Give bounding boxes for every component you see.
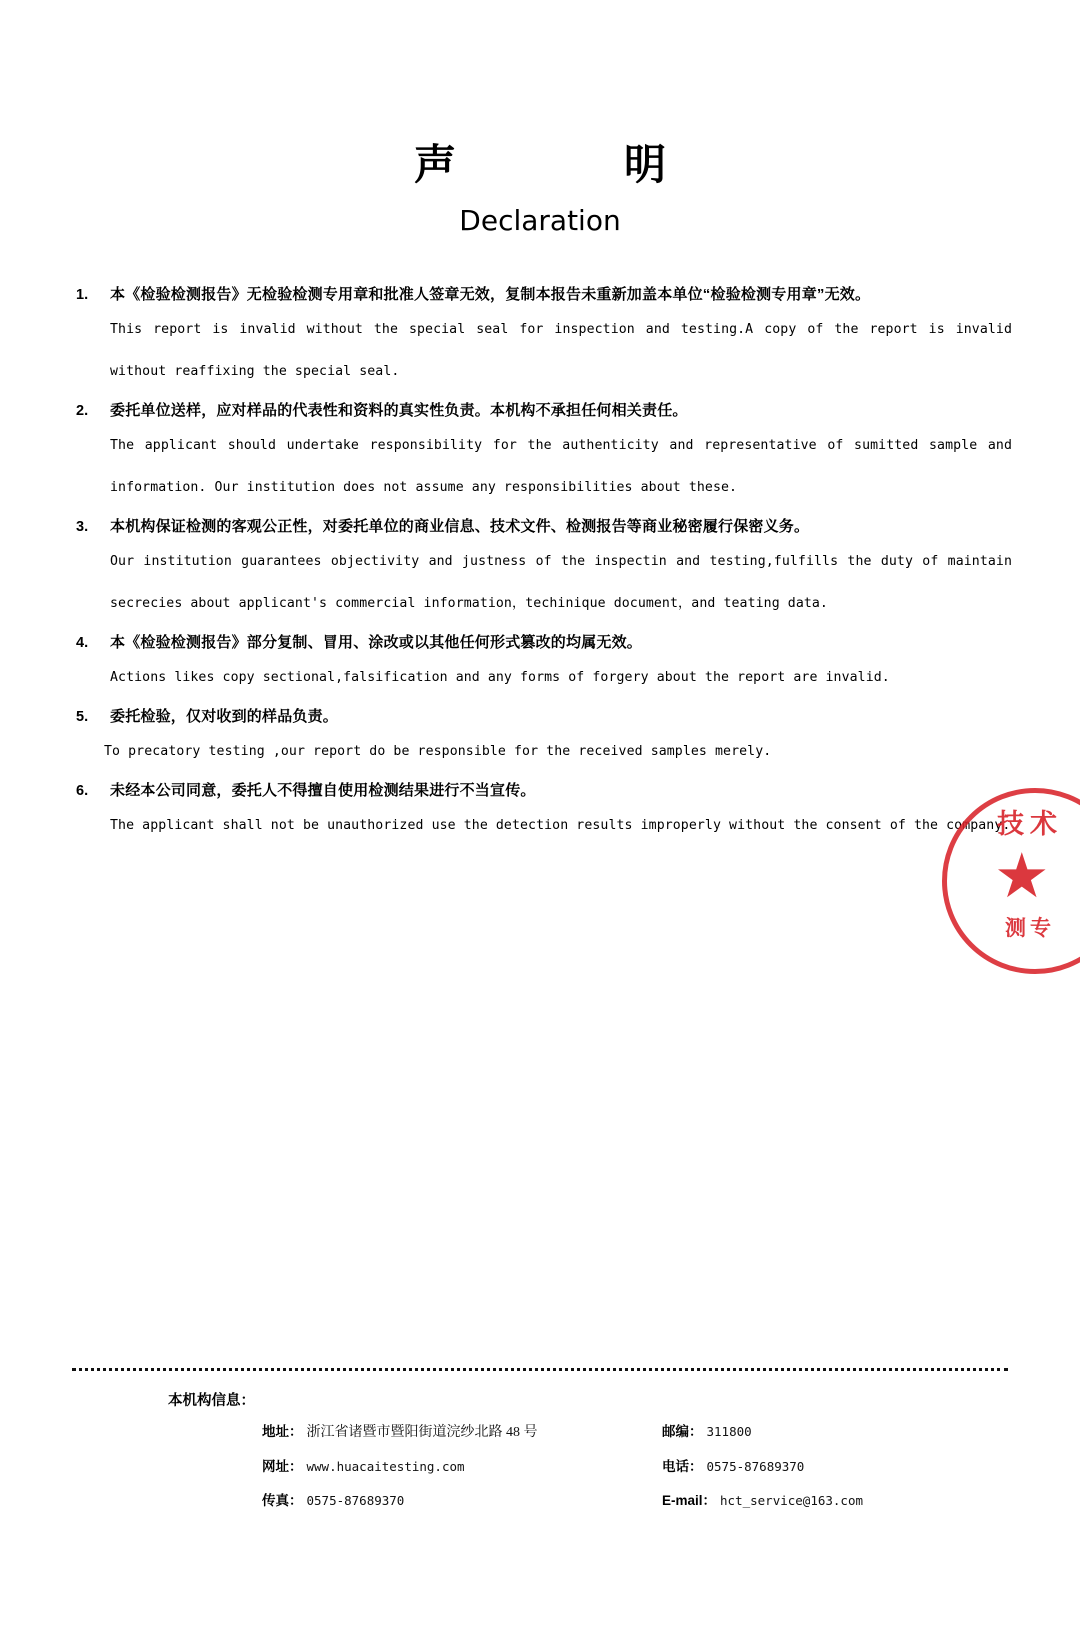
clause-text-en: To precatory testing ,our report do be responsible for the received samples merely.: [104, 744, 772, 760]
seal-text-bottom: 测专: [1005, 917, 1055, 940]
footer-value: 311800: [706, 1424, 752, 1439]
clause-text-en: Actions likes copy sectional,falsification and any forms of forgery about the report are invalid.: [110, 670, 890, 686]
page-title-en: Declaration: [459, 204, 621, 238]
footer-value: www.huacaitesting.com: [306, 1459, 465, 1474]
clause-item: [76, 629, 1020, 699]
footer-value: 0575-87689370: [706, 1459, 805, 1474]
footer-label: 电话：: [662, 1459, 703, 1474]
seal-text-top: 技术: [997, 809, 1063, 839]
clause-text-en: The applicant should undertake responsibility for the authenticity and representative of sumitted sample and information. Our institution does not assume any responsibilities about these.: [110, 438, 1012, 496]
clause-item: [76, 513, 1020, 625]
footer-field-fax: [262, 1489, 662, 1509]
clause-number: 5.: [76, 709, 89, 726]
footer-field-email: [662, 1489, 1062, 1509]
clause-item: [76, 281, 1020, 393]
footer: [0, 1368, 1080, 1509]
clause-cn-row: [76, 703, 1020, 731]
footer-field-postcode: [662, 1420, 1062, 1441]
clause-text-cn: 未经本公司同意，委托人不得擅自使用检测结果进行不当宣传。: [110, 782, 536, 800]
clause-text-en: This report is invalid without the special seal for inspection and testing.A copy of the report is invalid without reaffixing the special seal.: [110, 322, 1012, 380]
page-title-cn: 声 明: [413, 141, 694, 188]
footer-value: 浙江省诸暨市暨阳街道浣纱北路 48 号: [306, 1425, 538, 1440]
clause-number: 2.: [76, 403, 89, 420]
declaration-page: [0, 140, 1080, 1647]
clause-cn-row: [76, 777, 1020, 805]
footer-label: 网址：: [262, 1459, 303, 1474]
clause-text-en: Our institution guarantees objectivity and justness of the inspectin and testing,fulfills the duty of maintain secrecies about applicant's commercial information，techinique document，and teating data.: [110, 554, 1012, 612]
clause-text-cn: 本《检验检测报告》部分复制、冒用、涂改或以其他任何形式篡改的均属无效。: [110, 634, 643, 652]
footer-label: 邮编：: [662, 1424, 703, 1439]
clause-cn-row: [76, 397, 1020, 425]
footer-field-phone: [662, 1455, 1062, 1475]
footer-title: 本机构信息：: [168, 1393, 255, 1409]
dotted-divider: [72, 1368, 1008, 1371]
footer-value: 0575-87689370: [306, 1493, 405, 1508]
clause-text-cn: 本机构保证检测的客观公正性，对委托单位的商业信息、技术文件、检测报告等商业秘密履行保密义务。: [110, 518, 810, 536]
clause-list: [0, 281, 1080, 847]
clause-number: 4.: [76, 635, 89, 652]
clause-text-cn: 委托检验，仅对收到的样品负责。: [110, 708, 339, 726]
footer-label: 传真：: [262, 1493, 303, 1508]
clause-number: 1.: [76, 287, 89, 304]
clause-number: 6.: [76, 783, 89, 800]
clause-text-en: The applicant shall not be unauthorized use the detection results improperly without the consent of the company.: [110, 818, 1011, 834]
clause-item: [76, 777, 1020, 847]
clause-number: 3.: [76, 519, 89, 536]
footer-info-grid: [0, 1420, 1080, 1509]
footer-field-address: [262, 1420, 662, 1441]
clause-text-cn: 委托单位送样，应对样品的代表性和资料的真实性负责。本机构不承担任何相关责任。: [110, 402, 688, 420]
footer-label: 地址：: [262, 1424, 303, 1439]
clause-cn-row: [76, 513, 1020, 541]
footer-label: E-mail：: [662, 1493, 717, 1508]
star-icon: ★: [994, 843, 1050, 911]
footer-value: hct_service@163.com: [720, 1493, 864, 1508]
clause-cn-row: [76, 281, 1020, 309]
clause-text-cn: 本《检验检测报告》无检验检测专用章和批准人签章无效，复制本报告未重新加盖本单位“检验检测专用章”无效。: [110, 286, 871, 304]
clause-item: [76, 397, 1020, 509]
clause-item: [76, 703, 1020, 773]
footer-field-website: [262, 1455, 662, 1475]
clause-cn-row: [76, 629, 1020, 657]
